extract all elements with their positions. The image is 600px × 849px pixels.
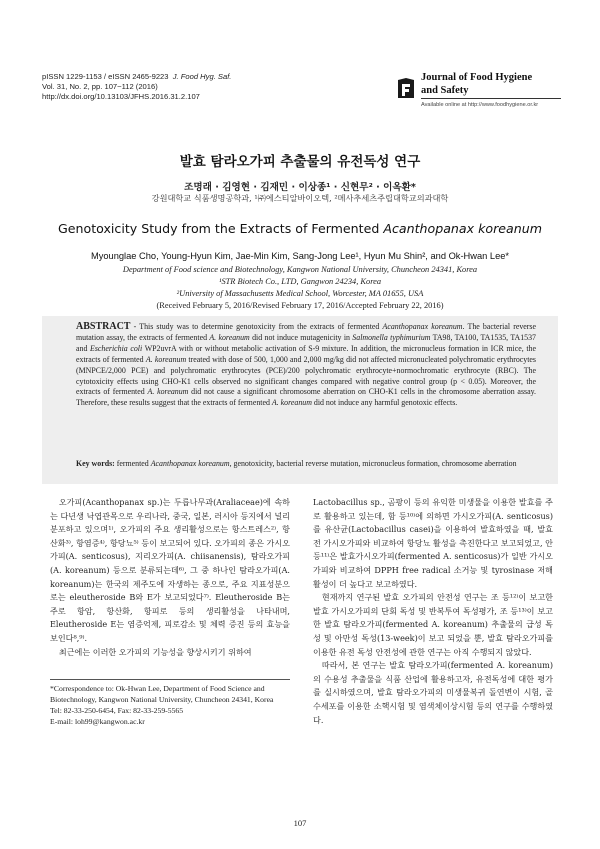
journal-abbr: J. Food Hyg. Saf. [172, 72, 232, 81]
journal-logo [395, 72, 565, 112]
korean-title: 발효 탐라오가피 추출물의 유전독성 연구 [179, 154, 421, 170]
body-right-column [313, 496, 553, 727]
body-paragraph: 오가피(Acanthopanax sp.)는 두릅나무과(Araliaceae)에 속하는 다년생 낙엽관목으로 우리나라, 중국, 일본, 러시아 등지에서 널리 분포하고 있으며¹⁾, 오가피의 주요 생리활성으로는 항스트레스²⁾, 항산화³⁾, 항염증⁴⁾, 항당뇨⁵⁾ 등이 보고되어 있다. 오가피의 종은 가시오가피(A. senticosus), 지리오가피(A. chiisanensis), 탐라오가피(A. koreanum) 등으로 분류되는데⁶⁾, 그 중 하나인 탐라오가피(A. koreanum)는 한국의 제주도에 자생하는 종으로, 주요 지표성분으로는 eleutheroside B와 E가 보고되었다⁷⁾. Eleutheroside B는 주로 항암, 항산화, 항피로 등의 생리활성을 나타내며, Eleutheroside E는 염증억제, 피로감소 및 체력 증진 등의 효능을 보인다⁸,⁹⁾. [50, 497, 290, 643]
volume-info: Vol. 31, No. 2, pp. 107~112 (2016) [42, 82, 158, 91]
journal-emblem-icon [395, 76, 417, 100]
logo-divider [421, 98, 561, 99]
abstract-heading: ABSTRACT [76, 321, 131, 332]
correspondence-email[interactable]: E-mail: loh99@kangwon.ac.kr [50, 716, 145, 726]
korean-affiliations: 강원대학교 식품생명공학과, ¹㈜에스티알바이오텍, ²메사추세츠주립대학교의과대학 [151, 193, 449, 203]
english-authors: Myounglae Cho, Young-Hyun Kim, Jae-Min Kim, Sang-Jong Lee¹, Hyun Mu Shin², and Ok-Hwan Lee* [90, 251, 510, 261]
body-left-column [50, 496, 290, 659]
keywords: Key words: fermented Acanthopanax koreanum, genotoxicity, bacterial reverse mutation, micronucleus formation, chromosome aberration [76, 459, 517, 468]
issn: pISSN 1229-1153 / eISSN 2465-9223 [42, 72, 169, 81]
footnote-divider [50, 679, 290, 680]
body-paragraph: Lactobacillus sp., 곰팡이 등의 유익한 미생물을 이용한 발효를 주로 활용하고 있는데, 함 등¹⁰⁾에 의하면 가시오가피(A. senticosus)를 유산균(Lactobacillus casei)을 이용하여 발효하였을 때, 발효 전 가시오가피와 비교하여 항당뇨 활성을 촉진한다고 보고되었고, 안 등¹¹⁾은 발효가시오가피(fermented A. senticosus)가 일반 가시오가피와 비교하여 DPPH free radical 소거능 및 tyrosinase 저해 활성이 더 높다고 보고하였다. [313, 497, 553, 589]
korean-authors: 조명래 · 김영현 · 김재민 · 이상종¹ · 신현무² · 이옥환* [184, 182, 416, 193]
received-dates: (Received February 5, 2016/Revised February 17, 2016/Accepted February 22, 2016) [156, 301, 444, 310]
page-number: 107 [293, 818, 307, 828]
abstract-text: ABSTRACT - This study was to determine genotoxicity from the extracts of fermented Acanthopanax koreanum. The bacterial reverse mutation assay, the extracts of fermented A. koreanum did not induce mutagenicity in Salmonella typhimurium TA98, TA100, TA1535, TA1537 and Escherichia coli WP2uvrA with or without metabolic activation of S-9 mixture. In addition, the micronucleus formation in ICR mice, the extracts of fermented A. koreanum treated with dose of 500, 1,000 and 2,000 mg/kg did not affected micronucleated polychromatic erythrocytes (MNPCE/2,000 PCE) and polychromatic erythrocytes (PCE)/200 polychromatic erythrocyte+normochromatic erythrocyte (RBC). The cytotoxicity effects using CHO-K1 cells observed no significant changes compared with negative control group (p < 0.05). Moreover, the extracts of fermented A. koreanum did not cause a significant chromosome aberration on CHO-K1 cells in the chromosome aberration assay. Therefore, these results suggest that the extracts of fermented A. koreanum did not induce any harmful genotoxic effects. [76, 321, 537, 408]
english-title: Genotoxicity Study from the Extracts of Fermented Acanthopanax koreanum [58, 221, 542, 236]
logo-title: Journal of Food Hygiene and Safety [421, 72, 533, 96]
affiliation-3: ²University of Massachusetts Medical School, Worcester, MA 01655, USA [176, 289, 424, 298]
affiliation-1: Department of Food science and Biotechnology, Kangwon National University, Chuncheon 24341, Korea [122, 265, 478, 274]
correspondence-footnote: *Correspondence to: Ok-Hwan Lee, Department of Food Science and Biotechnology, Kangwon National University, Chuncheon 24341, Korea Tel: 82-33-250-6454, Fax: 82-33-259-5565 E-mail: loh99@kangwon.ac.kr [50, 684, 290, 728]
logo-url[interactable]: Available online at http://www.foodhygiene.or.kr [421, 102, 539, 108]
doi-link[interactable]: http://dx.doi.org/10.13103/JFHS.2016.31.2.107 [42, 92, 200, 101]
citation-block [42, 72, 231, 102]
keywords-label: Key words: [76, 459, 115, 468]
body-paragraph: 최근에는 이러한 오가피의 기능성을 향상시키기 위하여 [58, 646, 252, 657]
body-paragraph: 따라서, 본 연구는 발효 탐라오가피(fermented A. koreanum)의 수용성 추출물을 식품 산업에 활용하고자, 유전독성에 대한 평가를 실시하였으며, 발효 탐라오가피의 미생물복귀 돌연변이 시험, 골수세포를 이용한 소핵시험 및 염색체이상시험 등의 연구를 수행하였다. [313, 660, 553, 725]
affiliation-2: ¹STR Biotech Co., LTD, Gangwon 24234, Korea [218, 277, 382, 286]
body-paragraph: 현재까지 연구된 발효 오가피의 안전성 연구는 조 등¹²⁾이 보고한 발효 가시오가피의 단회 독성 및 반복투여 독성평가, 조 등¹³⁾이 보고한 발효 탐라오가피(fermented A. koreanum) 추출물의 급성 독성 및 아만성 독성(13-week)이 보고 되었을 뿐, 발효 탐라오가피를 이용한 유전 독성 안전성에 관한 연구는 아직 수행되지 않았다. [313, 592, 553, 657]
